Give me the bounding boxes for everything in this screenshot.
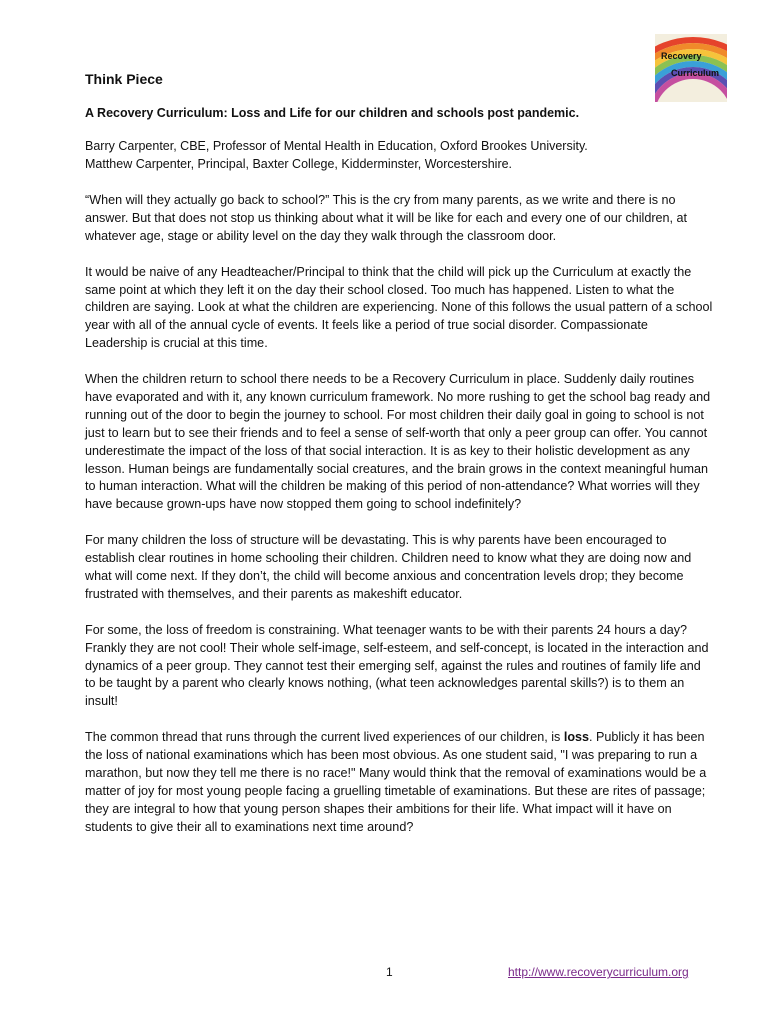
recovery-curriculum-logo [655, 34, 727, 102]
body-paragraph: For some, the loss of freedom is constraining. What teenager wants to be with their parents 24 hours a day? Frankly they are not cool! Their whole self-image, self-esteem, and self-concept, is located in the interaction and dynamics of a peer group. They cannot test their emerging self, against the rules and routines of family life and to be taught by a parent who clearly knows nothing, (what teen acknowledges parental skills?) is to them an insult! [85, 622, 709, 709]
logo-text-curriculum: Curriculum [671, 68, 720, 78]
body-paragraph: It would be naive of any Headteacher/Principal to think that the child will pick up the Curriculum at exactly the same point at which they left it on the day their school closed. Too much has happened. Listen to what the children are saying. Look at what the children are experiencing. None of this follows the usual pattern of a school year with all of the annual cycle of events. It feels like a period of true social disorder. Compassionate Leadership is crucial at this time. [85, 264, 713, 351]
body-paragraph: For many children the loss of structure will be devastating. This is why parents have been encouraged to establish clear routines in home schooling their children. Children need to know what they are doing now and what will come next. If they don’t, the child will become anxious and concentration levels drop; they become frustrated with themselves, and their parents as makeshift educator. [85, 533, 692, 601]
author-line: Barry Carpenter, CBE, Professor of Mental Health in Education, Oxford Brookes University. [85, 139, 588, 153]
body-paragraph-last [85, 729, 713, 836]
page-title: Think Piece [85, 71, 163, 87]
logo-text-recovery: Recovery [661, 51, 702, 61]
paragraph-text: The common thread that runs through the current lived experiences of our children, is [85, 730, 564, 745]
document-subtitle: A Recovery Curriculum: Loss and Life for our children and schools post pandemic. [85, 106, 580, 120]
website-link[interactable]: http://www.recoverycurriculum.org [508, 965, 689, 979]
emphasis-loss: loss [563, 730, 590, 745]
page-number: 1 [386, 965, 393, 979]
body-paragraph: When the children return to school there needs to be a Recovery Curriculum in place. Suddenly daily routines have evaporated and with it, any known curriculum framework. No more rushing to get the school bag ready and running out of the door to begin the journey to school. For most children their daily goal in going to school is not just to learn but to see their friends and to feel a sense of self-worth that only a peer group can offer. You cannot underestimate the impact of the loss of that social interaction. It is as key to their holistic development as any lesson. Human beings are fundamentally social creatures, and the brain grows in the context meaningful human to human interaction. What will the children be making of this period of non-attendance? What worries will they have because grown-ups have now stopped them going to school indefinitely? [85, 372, 711, 512]
author-block [85, 137, 725, 173]
author-line: Matthew Carpenter, Principal, Baxter College, Kidderminster, Worcestershire. [85, 157, 513, 171]
body-paragraph: “When will they actually go back to school?” This is the cry from many parents, as we write and there is no answer. But that does not stop us thinking about what it will be like for each and every one of our children, at whatever age, stage or ability level on the day they walk through the classroom door. [85, 193, 688, 243]
paragraph-text: . Publicly it has been the loss of national examinations which has been most obvious. As one student said, "I was preparing to run a marathon, but now they tell me there is no race!" Many would think that the removal of examinations would be a matter of joy for most young people facing a gruelling timetable of examinations. But these are rites of passage; they are integral to how that young person shapes their ambitions for their life. What impact will it have on students to give their all to examinations next time around? [85, 730, 707, 834]
article-body [85, 192, 713, 854]
